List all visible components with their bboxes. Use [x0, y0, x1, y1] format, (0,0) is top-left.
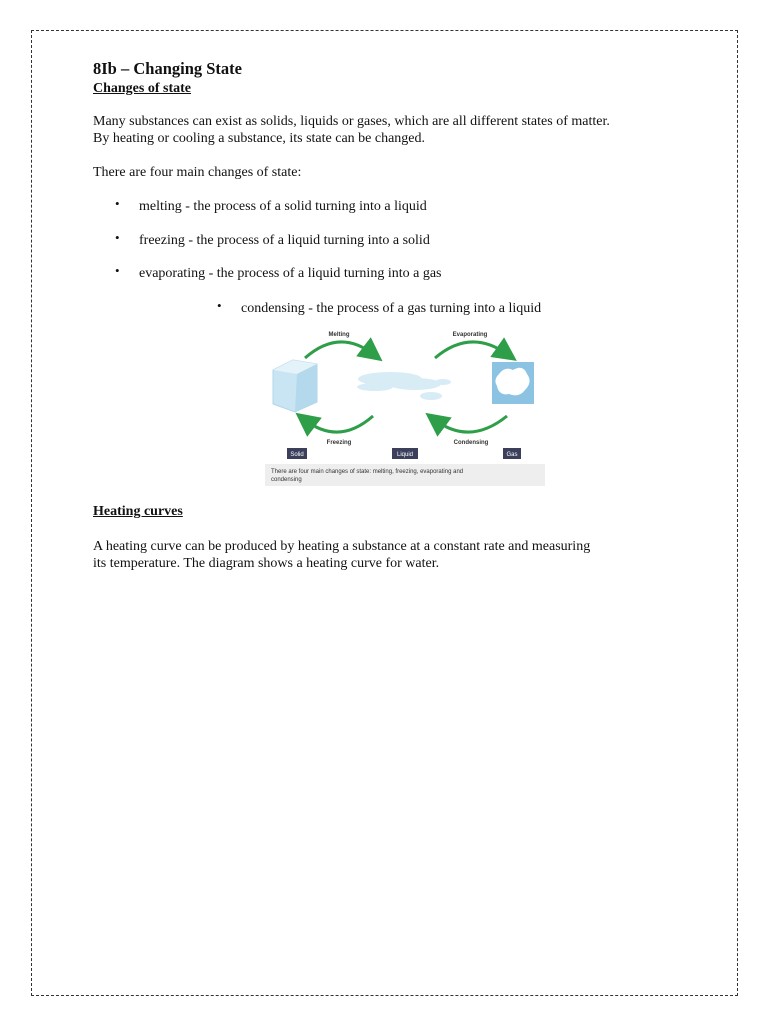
- liquid-puddle-icon: [357, 372, 451, 400]
- list-item-text: evaporating - the process of a liquid turning into a gas: [139, 266, 442, 281]
- states-diagram: [265, 324, 545, 488]
- evaporating-label: Evaporating: [452, 332, 488, 338]
- intro-line-2: By heating or cooling a substance, its state can be changed.: [93, 131, 426, 146]
- gas-tag-label: Gas: [506, 452, 518, 458]
- solid-tag-label: Solid: [290, 452, 304, 458]
- liquid-tag-label: Liquid: [396, 452, 414, 458]
- states-of-matter-figure: [265, 324, 545, 488]
- gas-box-icon: [492, 362, 534, 404]
- freezing-label: Freezing: [326, 440, 352, 446]
- intro-line-1: Many substances can exist as solids, liquids or gases, which are all different states of matter.: [93, 114, 610, 129]
- list-item-text: freezing - the process of a liquid turning into a solid: [139, 233, 430, 248]
- list-item: [115, 230, 430, 249]
- gas-tag: [503, 448, 521, 459]
- solid-tag: [287, 448, 307, 459]
- condensing-label: Condensing: [453, 440, 489, 446]
- document-body: [93, 58, 693, 571]
- bullet-icon: •: [217, 298, 222, 313]
- caption-background: [265, 464, 545, 486]
- section-heading-heating-curves: Heating curves: [93, 504, 183, 519]
- changes-intro-paragraph: There are four main changes of state:: [93, 165, 302, 180]
- page-title: 8Ib – Changing State: [93, 59, 242, 78]
- caption-line-2: condensing: [271, 477, 302, 483]
- list-item-text: condensing - the process of a gas turning into a liquid: [241, 301, 542, 316]
- section-heading-changes-of-state: Changes of state: [93, 81, 191, 96]
- ice-cube-icon: [273, 360, 317, 412]
- list-item: [217, 298, 542, 317]
- heating-line-1: A heating curve can be produced by heating a substance at a constant rate and measuring: [93, 539, 591, 554]
- bullet-icon: •: [115, 230, 120, 245]
- caption-line-1: There are four main changes of state: melting, freezing, evaporating and: [271, 469, 464, 475]
- melting-label: Melting: [328, 332, 350, 338]
- freezing-arrow-icon: [305, 416, 373, 432]
- intro-paragraph: [93, 113, 683, 147]
- bullet-icon: •: [115, 263, 120, 278]
- list-item: [115, 263, 442, 282]
- heating-curve-paragraph: [93, 538, 653, 572]
- heating-line-2: its temperature. The diagram shows a heating curve for water.: [93, 556, 440, 571]
- list-item-text: melting - the process of a solid turning into a liquid: [139, 199, 427, 214]
- liquid-tag: [392, 448, 418, 459]
- bullet-icon: •: [115, 196, 120, 211]
- evaporating-arrow-icon: [435, 342, 507, 358]
- condensing-arrow-icon: [435, 416, 507, 432]
- melting-arrow-icon: [305, 342, 373, 358]
- list-item: [115, 196, 427, 215]
